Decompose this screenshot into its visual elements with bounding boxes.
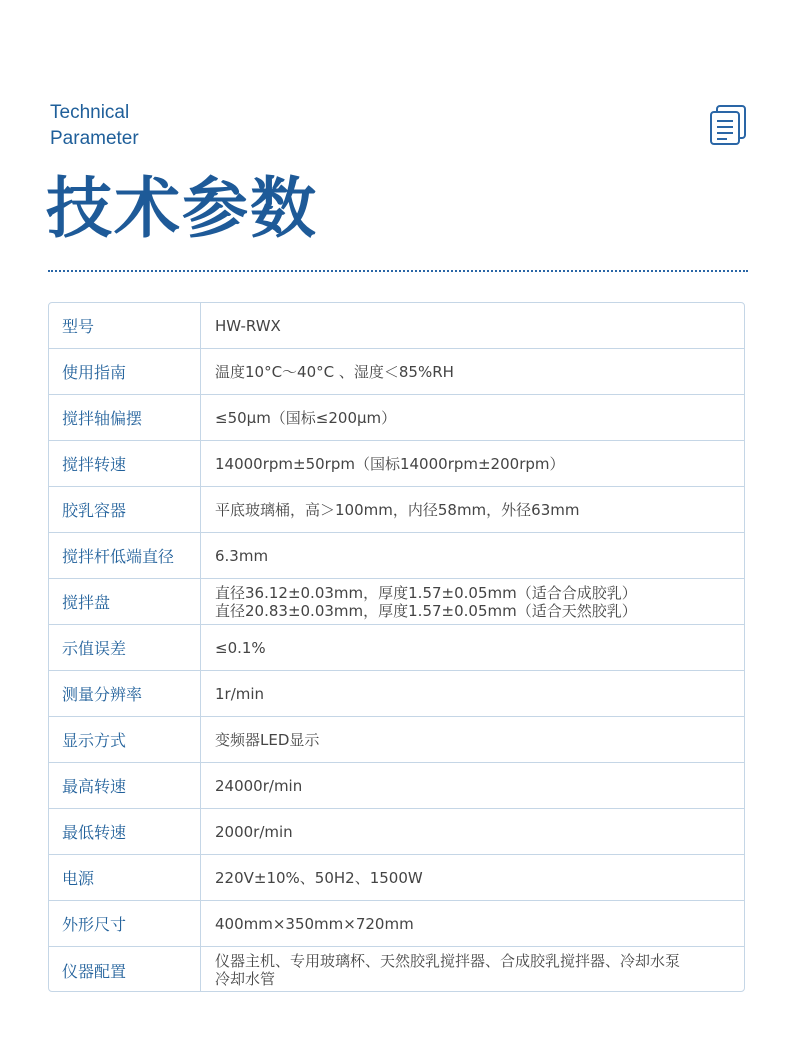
row-label: 示值误差 (49, 625, 201, 670)
row-label: 搅拌盘 (49, 579, 201, 624)
row-value-line: 220V±10%、50H2、1500W (215, 868, 423, 887)
row-value (201, 533, 744, 578)
row-label: 型号 (49, 303, 201, 348)
table-row (49, 579, 744, 625)
row-value-line: 直径20.83±0.03mm，厚度1.57±0.05mm（适合天然胶乳） (215, 601, 637, 620)
table-row (49, 947, 744, 992)
row-value (201, 303, 744, 348)
row-label: 电源 (49, 855, 201, 900)
row-value-line: ≤0.1% (215, 638, 266, 657)
row-label: 测量分辨率 (49, 671, 201, 716)
table-row (49, 303, 744, 349)
row-value (201, 809, 744, 854)
row-value-line: ≤50μm（国标≤200μm） (215, 408, 397, 427)
eyebrow-line-1: Technical (50, 102, 130, 123)
table-row (49, 809, 744, 855)
row-label: 搅拌杆低端直径 (49, 533, 201, 578)
row-value (201, 625, 744, 670)
table-row (49, 671, 744, 717)
spec-table (48, 302, 745, 992)
document-icon (708, 104, 748, 146)
row-label: 外形尺寸 (49, 901, 201, 946)
row-value-line: 14000rpm±50rpm（国标14000rpm±200rpm） (215, 454, 565, 473)
row-label: 搅拌轴偏摆 (49, 395, 201, 440)
table-row (49, 855, 744, 901)
row-value-line: 直径36.12±0.03mm，厚度1.57±0.05mm（适合合成胶乳） (215, 583, 637, 602)
row-value-line: 温度10°C～40°C 、湿度＜85%RH (215, 362, 454, 381)
table-row (49, 625, 744, 671)
table-row (49, 533, 744, 579)
row-label: 使用指南 (49, 349, 201, 394)
row-value (201, 671, 744, 716)
row-value (201, 441, 744, 486)
eyebrow-line-2: Parameter (50, 128, 139, 149)
table-row (49, 395, 744, 441)
row-value (201, 579, 744, 624)
table-row (49, 441, 744, 487)
row-value-line: 2000r/min (215, 822, 293, 841)
row-value (201, 487, 744, 532)
row-value-line: 6.3mm (215, 546, 269, 565)
row-value-line: 1r/min (215, 684, 265, 703)
section-eyebrow (50, 100, 139, 152)
row-label: 最高转速 (49, 763, 201, 808)
row-value (201, 349, 744, 394)
row-value (201, 901, 744, 946)
row-value (201, 717, 744, 762)
row-label: 显示方式 (49, 717, 201, 762)
row-value (201, 395, 744, 440)
row-value-line: 平底玻璃桶，高＞100mm，内径58mm，外径63mm (215, 500, 580, 519)
row-value-line: 仪器主机、专用玻璃杯、天然胶乳搅拌器、合成胶乳搅拌器、冷却水泵 (215, 952, 681, 970)
row-label: 最低转速 (49, 809, 201, 854)
row-value-line: HW-RWX (215, 316, 281, 335)
row-label: 仪器配置 (49, 947, 201, 992)
row-value-line: 变频器LED显示 (215, 730, 320, 749)
table-row (49, 763, 744, 809)
row-value (201, 947, 744, 992)
table-row (49, 717, 744, 763)
row-value-line: 冷却水管 (215, 970, 276, 988)
row-value (201, 763, 744, 808)
table-row (49, 349, 744, 395)
page-title: 技术参数 (46, 169, 318, 247)
row-value-line: 24000r/min (215, 776, 303, 795)
table-row (49, 487, 744, 533)
dotted-divider (48, 270, 748, 272)
row-label: 搅拌转速 (49, 441, 201, 486)
row-value-line: 400mm×350mm×720mm (215, 914, 414, 933)
table-row (49, 901, 744, 947)
row-value (201, 855, 744, 900)
row-label: 胶乳容器 (49, 487, 201, 532)
